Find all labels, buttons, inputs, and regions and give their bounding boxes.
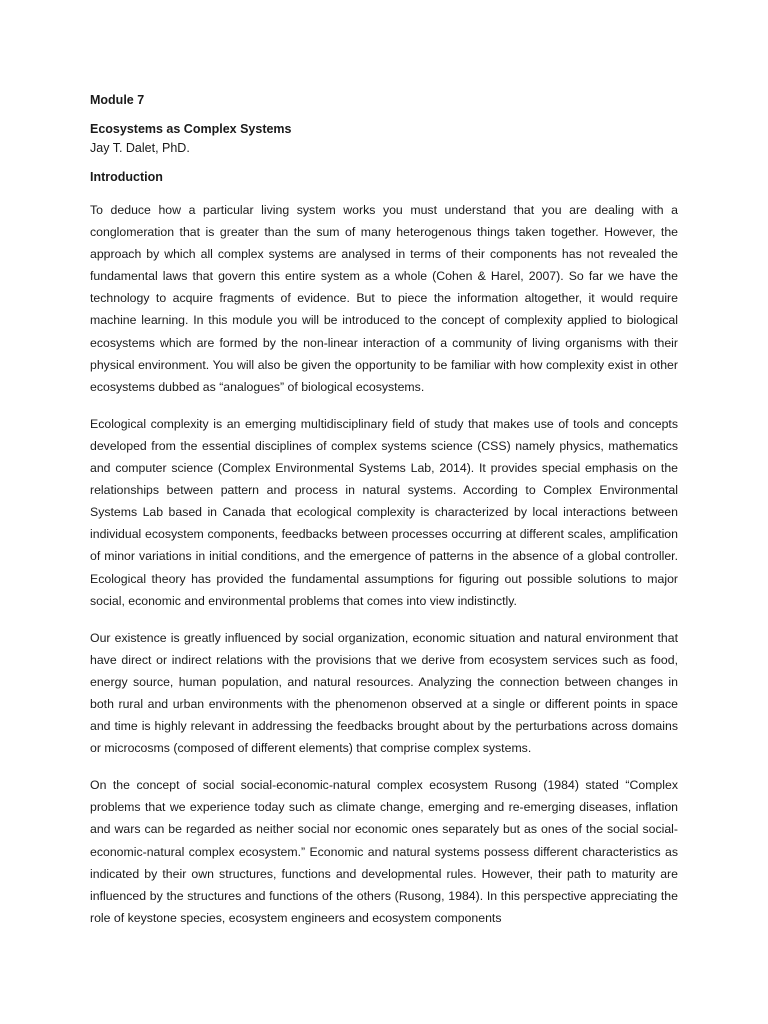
paragraph: Ecological complexity is an emerging multidisciplinary field of study that makes use of tools and concepts developed from the essential disciplines of complex systems science (CSS) namely physics, mathematics and computer science (Complex Environmental Systems Lab, 2014). It provides special emphasis on the relationships between pattern and process in natural systems. According to Complex Environmental Systems Lab based in Canada that ecological complexity is characterized by local interactions between individual ecosystem components, feedbacks between processes occurring at different scales, amplification of minor variations in initial conditions, and the emergence of patterns in the absence of a global controller. Ecological theory has provided the fundamental assumptions for figuring out possible solutions to major social, economic and environmental problems that comes into view indistinctly. — [90, 416, 678, 608]
paragraph: On the concept of social social-economic-natural complex ecosystem Rusong (1984) stated “Complex problems that we experience today such as climate change, emerging and re-emerging diseases, inflation and wars can be regarded as neither social nor economic ones separately but as ones of the social social-economic-natural complex ecosystem.” Economic and natural systems possess different characteristics as indicated by their own structures, functions and developmental rules. However, their path to maturity are influenced by the structures and functions of the others (Rusong, 1984). In this perspective appreciating the role of keystone species, ecosystem engineers and ecosystem components — [90, 778, 678, 925]
document-page — [90, 92, 678, 944]
paragraph: To deduce how a particular living system works you must understand that you are dealing with a conglomeration that is greater than the sum of many heterogenous things taken together. However, the approach by which all complex systems are analysed in terms of their components has not revealed the fundamental laws that govern this entire system as a whole (Cohen & Harel, 2007). So far we have the technology to acquire fragments of evidence. But to piece the information altogether, it would require machine learning. In this module you will be introduced to the concept of complexity applied to biological ecosystems which are formed by the non-linear interaction of a community of living organisms with their physical environment. You will also be given the opportunity to be familiar with how complexity exist in other ecosystems dubbed as “analogues” of biological ecosystems. — [90, 203, 678, 394]
document-title: Ecosystems as Complex Systems — [90, 122, 292, 136]
paragraph: Our existence is greatly influenced by social organization, economic situation and natural environment that have direct or indirect relations with the provisions that we derive from ecosystem services such as food, energy source, human population, and natural resources. Analyzing the connection between changes in both rural and urban environments with the phenomenon observed at a single or different points in space and time is highly relevant in addressing the feedbacks brought about by the perturbations across domains or microcosms (composed of different elements) that comprise complex systems. — [90, 630, 678, 756]
module-label: Module 7 — [90, 93, 145, 107]
section-heading: Introduction — [90, 170, 163, 184]
author-name: Jay T. Dalet, PhD. — [90, 141, 190, 155]
